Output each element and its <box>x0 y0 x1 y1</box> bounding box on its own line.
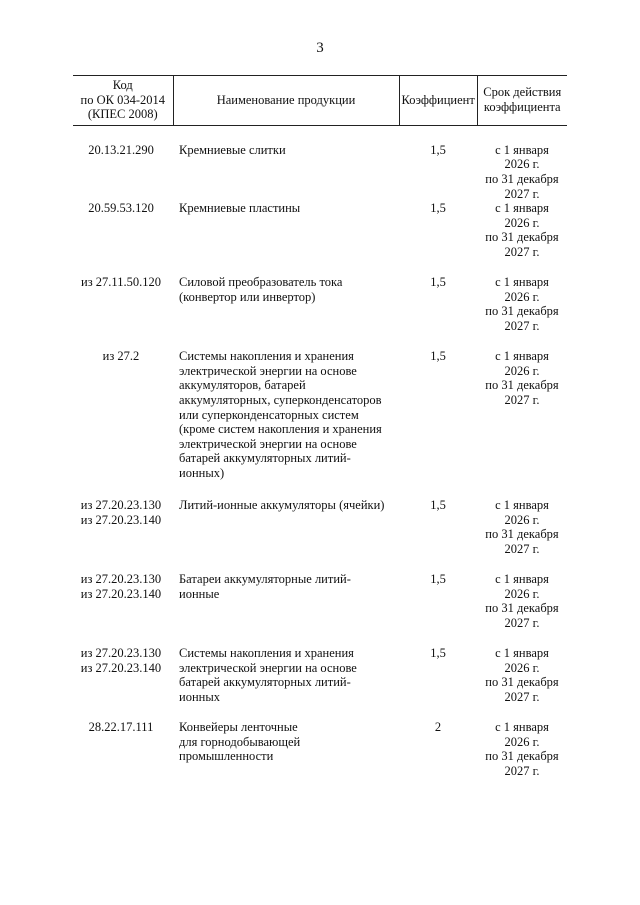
product-name-line: аккумуляторных, суперконденсаторов <box>179 392 382 407</box>
product-name-cell <box>173 275 399 349</box>
product-name-cell <box>173 125 399 201</box>
code-line: из 27.20.23.130 <box>80 646 162 661</box>
term-line: 2026 г. <box>504 363 540 378</box>
term-line: по 31 декабря <box>485 378 559 393</box>
table-row <box>73 498 567 572</box>
term-line: 2027 г. <box>504 763 540 778</box>
term-cell <box>477 275 567 349</box>
code-cell <box>73 720 173 790</box>
table-row <box>73 646 567 720</box>
product-name-line: ионные <box>179 586 220 601</box>
code-line: 28.22.17.111 <box>88 720 154 735</box>
product-name-line: ионных) <box>179 465 225 480</box>
header-term-line: Срок действия <box>483 85 562 100</box>
code-cell <box>73 125 173 201</box>
product-name-cell <box>173 572 399 646</box>
code-line: из 27.20.23.140 <box>80 512 162 527</box>
product-name-line: электрической энергии на основе <box>179 436 357 451</box>
coefficient-cell: 1,5 <box>430 498 446 513</box>
table-header-row <box>73 76 567 126</box>
header-code-line: по ОК 034-2014 <box>80 92 165 107</box>
term-line: 2026 г. <box>504 289 540 304</box>
table-row <box>73 275 567 349</box>
product-name-cell <box>173 201 399 275</box>
product-name-line: (кроме систем накопления и хранения <box>179 422 382 437</box>
product-name-line: электрической энергии на основе <box>179 660 357 675</box>
term-cell <box>477 498 567 572</box>
table-row <box>73 201 567 275</box>
term-line: по 31 декабря <box>485 749 559 764</box>
header-term <box>477 76 567 126</box>
product-name-line: Литий-ионные аккумуляторы (ячейки) <box>179 498 385 513</box>
term-line: 2027 г. <box>504 689 540 704</box>
coefficient-cell: 1,5 <box>430 349 446 364</box>
coefficient-cell: 1,5 <box>430 142 446 157</box>
code-line: из 27.2 <box>102 349 140 364</box>
term-line: с 1 января <box>495 720 549 735</box>
term-line: с 1 января <box>495 142 549 157</box>
table-row <box>73 572 567 646</box>
term-cell <box>477 572 567 646</box>
code-line: из 27.20.23.130 <box>80 498 162 513</box>
header-code-line: Код <box>112 78 133 92</box>
term-line: 2026 г. <box>504 157 540 172</box>
term-line: 2026 г. <box>504 660 540 675</box>
term-line: 2026 г. <box>504 215 540 230</box>
coefficient-cell: 1,5 <box>430 572 446 587</box>
product-name-line: (конвертор или инвертор) <box>179 289 316 304</box>
header-product-name: Наименование продукции <box>173 76 399 126</box>
term-cell <box>477 349 567 498</box>
table-row <box>73 720 567 790</box>
product-name-line: аккумуляторов, батарей <box>179 378 306 393</box>
product-name-cell <box>173 498 399 572</box>
table-body <box>73 125 567 790</box>
product-name-cell <box>173 349 399 498</box>
term-line: по 31 декабря <box>485 601 559 616</box>
product-name-line: батарей аккумуляторных литий- <box>179 675 351 690</box>
product-name-line: или суперконденсаторных систем <box>179 407 359 422</box>
term-cell <box>477 201 567 275</box>
term-line: 2027 г. <box>504 186 540 201</box>
product-name-line: промышленности <box>179 749 274 764</box>
product-name-line: Кремниевые слитки <box>179 142 286 157</box>
product-name-cell <box>173 646 399 720</box>
term-line: 2027 г. <box>504 392 540 407</box>
term-line: 2026 г. <box>504 734 540 749</box>
code-cell <box>73 646 173 720</box>
term-line: с 1 января <box>495 572 549 587</box>
header-code-line: (КПЕС 2008) <box>87 107 158 122</box>
term-line: с 1 января <box>495 349 549 364</box>
term-line: 2027 г. <box>504 318 540 333</box>
term-line: с 1 января <box>495 275 549 290</box>
term-cell <box>477 125 567 201</box>
product-name-line: Силовой преобразователь тока <box>179 275 343 290</box>
term-cell <box>477 646 567 720</box>
term-line: 2027 г. <box>504 541 540 556</box>
product-name-line: Конвейеры ленточные <box>179 720 298 735</box>
header-code <box>73 76 173 126</box>
code-line: 20.13.21.290 <box>88 142 154 157</box>
term-line: по 31 декабря <box>485 230 559 245</box>
table-row <box>73 349 567 498</box>
product-name-line: батарей аккумуляторных литий- <box>179 451 351 466</box>
product-name-line: Батареи аккумуляторные литий- <box>179 572 351 587</box>
code-line: из 27.20.23.140 <box>80 586 162 601</box>
page-number: 3 <box>316 40 324 56</box>
code-line: 20.59.53.120 <box>88 201 154 216</box>
term-line: по 31 декабря <box>485 304 559 319</box>
product-name-cell <box>173 720 399 790</box>
term-line: по 31 декабря <box>485 527 559 542</box>
code-cell <box>73 572 173 646</box>
product-name-line: электрической энергии на основе <box>179 363 357 378</box>
term-line: с 1 января <box>495 498 549 513</box>
term-line: 2027 г. <box>504 615 540 630</box>
product-name-line: Кремниевые пластины <box>179 201 301 216</box>
product-name-line: Системы накопления и хранения <box>179 646 354 661</box>
code-cell <box>73 349 173 498</box>
code-cell <box>73 498 173 572</box>
product-name-line: Системы накопления и хранения <box>179 349 354 364</box>
term-line: по 31 декабря <box>485 675 559 690</box>
code-line: из 27.20.23.130 <box>80 572 162 587</box>
product-name-line: для горнодобывающей <box>179 734 301 749</box>
header-coefficient: Коэффициент <box>399 76 477 126</box>
product-name-line: ионных <box>179 689 220 704</box>
code-cell <box>73 275 173 349</box>
term-line: 2027 г. <box>504 244 540 259</box>
coefficient-cell: 1,5 <box>430 646 446 661</box>
table-row <box>73 125 567 201</box>
coefficient-cell: 1,5 <box>430 275 446 290</box>
term-line: с 1 января <box>495 646 549 661</box>
term-line: по 31 декабря <box>485 171 559 186</box>
code-line: из 27.11.50.120 <box>81 275 161 290</box>
code-line: из 27.20.23.140 <box>80 660 162 675</box>
term-cell <box>477 720 567 790</box>
header-term-line: коэффициента <box>483 99 561 114</box>
code-cell <box>73 201 173 275</box>
term-line: с 1 января <box>495 201 549 216</box>
coefficient-cell: 2 <box>434 720 442 735</box>
coefficient-cell: 1,5 <box>430 201 446 216</box>
term-line: 2026 г. <box>504 512 540 527</box>
coefficient-table <box>73 75 567 790</box>
term-line: 2026 г. <box>504 586 540 601</box>
